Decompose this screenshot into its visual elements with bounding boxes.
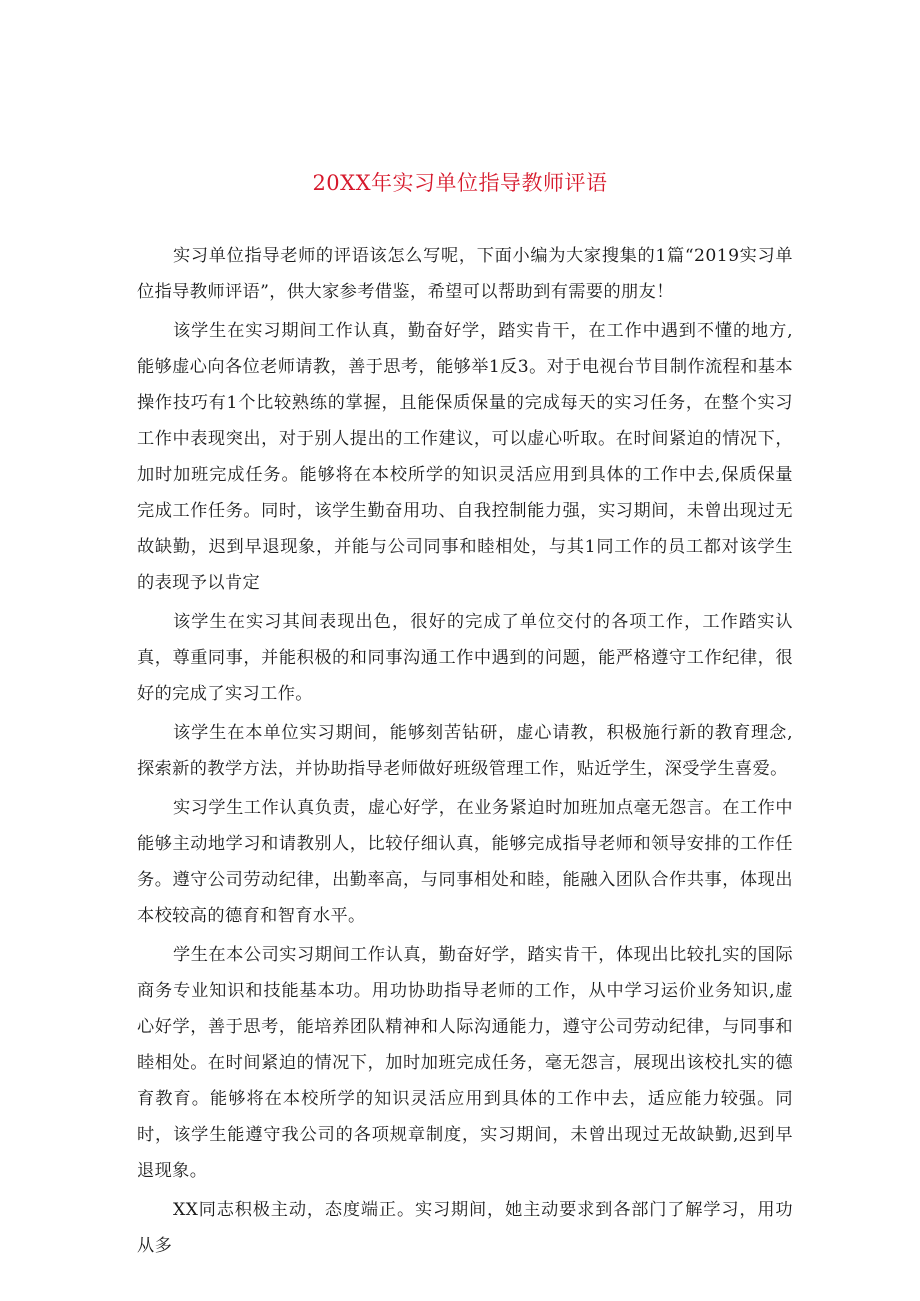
paragraph: 实习学生工作认真负责，虚心好学，在业务紧迫时加班加点毫无怨言。在工作中能够主动地学习和请教别人，比较仔细认真，能够完成指导老师和领导安排的工作任务。遵守公司劳动纪律，出勤率高，与同事相处和睦，能融入团队合作共事，体现出本校较高的德育和智育水平。 bbox=[137, 798, 793, 926]
paragraph: 该学生在实习期间工作认真，勤奋好学，踏实肯干，在工作中遇到不懂的地方,能够虚心向各位老师请教，善于思考，能够举1反3。对于电视台节目制作流程和基本操作技巧有1个比较熟练的掌握，且能保质保量的完成每天的实习任务，在整个实习工作中表现突出，对于别人提出的工作建议，可以虚心听取。在时间紧迫的情况下，加时加班完成任务。能够将在本校所学的知识灵活应用到具体的工作中去,保质保量完成工作任务。同时，该学生勤奋用功、自我控制能力强，实习期间，未曾出现过无故缺勤，迟到早退现象，并能与公司同事和睦相处，与其1同工作的员工都对该学生的表现予以肯定 bbox=[137, 321, 793, 593]
paragraph: XX同志积极主动，态度端正。实习期间，她主动要求到各部门了解学习，用功从多 bbox=[137, 1200, 793, 1256]
paragraph: 实习单位指导老师的评语该怎么写呢，下面小编为大家搜集的1篇“2019实习单位指导教师评语”，供大家参考借鉴，希望可以帮助到有需要的朋友！ bbox=[137, 246, 793, 302]
paragraph: 该学生在本单位实习期间，能够刻苦钻研，虚心请教，积极施行新的教育理念,探索新的教学方法，并协助指导老师做好班级管理工作，贴近学生，深受学生喜爱。 bbox=[137, 723, 793, 779]
document-title: 20XX年实习单位指导教师评语 bbox=[312, 171, 608, 195]
paragraph: 学生在本公司实习期间工作认真，勤奋好学，踏实肯干，体现出比较扎实的国际商务专业知识和技能基本功。用功协助指导老师的工作，从中学习运价业务知识,虚心好学，善于思考，能培养团队精神和人际沟通能力，遵守公司劳动纪律，与同事和睦相处。在时间紧迫的情况下，加时加班完成任务，毫无怨言，展现出该校扎实的德育教育。能够将在本校所学的知识灵活应用到具体的工作中去，适应能力较强。同时，该学生能遵守我公司的各项规章制度，实习期间，未曾出现过无故缺勤,迟到早退现象。 bbox=[137, 945, 793, 1181]
document-body bbox=[137, 238, 793, 1267]
paragraph: 该学生在实习其间表现出色，很好的完成了单位交付的各项工作，工作踏实认真，尊重同事，并能积极的和同事沟通工作中遇到的问题，能严格遵守工作纪律，很好的完成了实习工作。 bbox=[137, 612, 793, 704]
